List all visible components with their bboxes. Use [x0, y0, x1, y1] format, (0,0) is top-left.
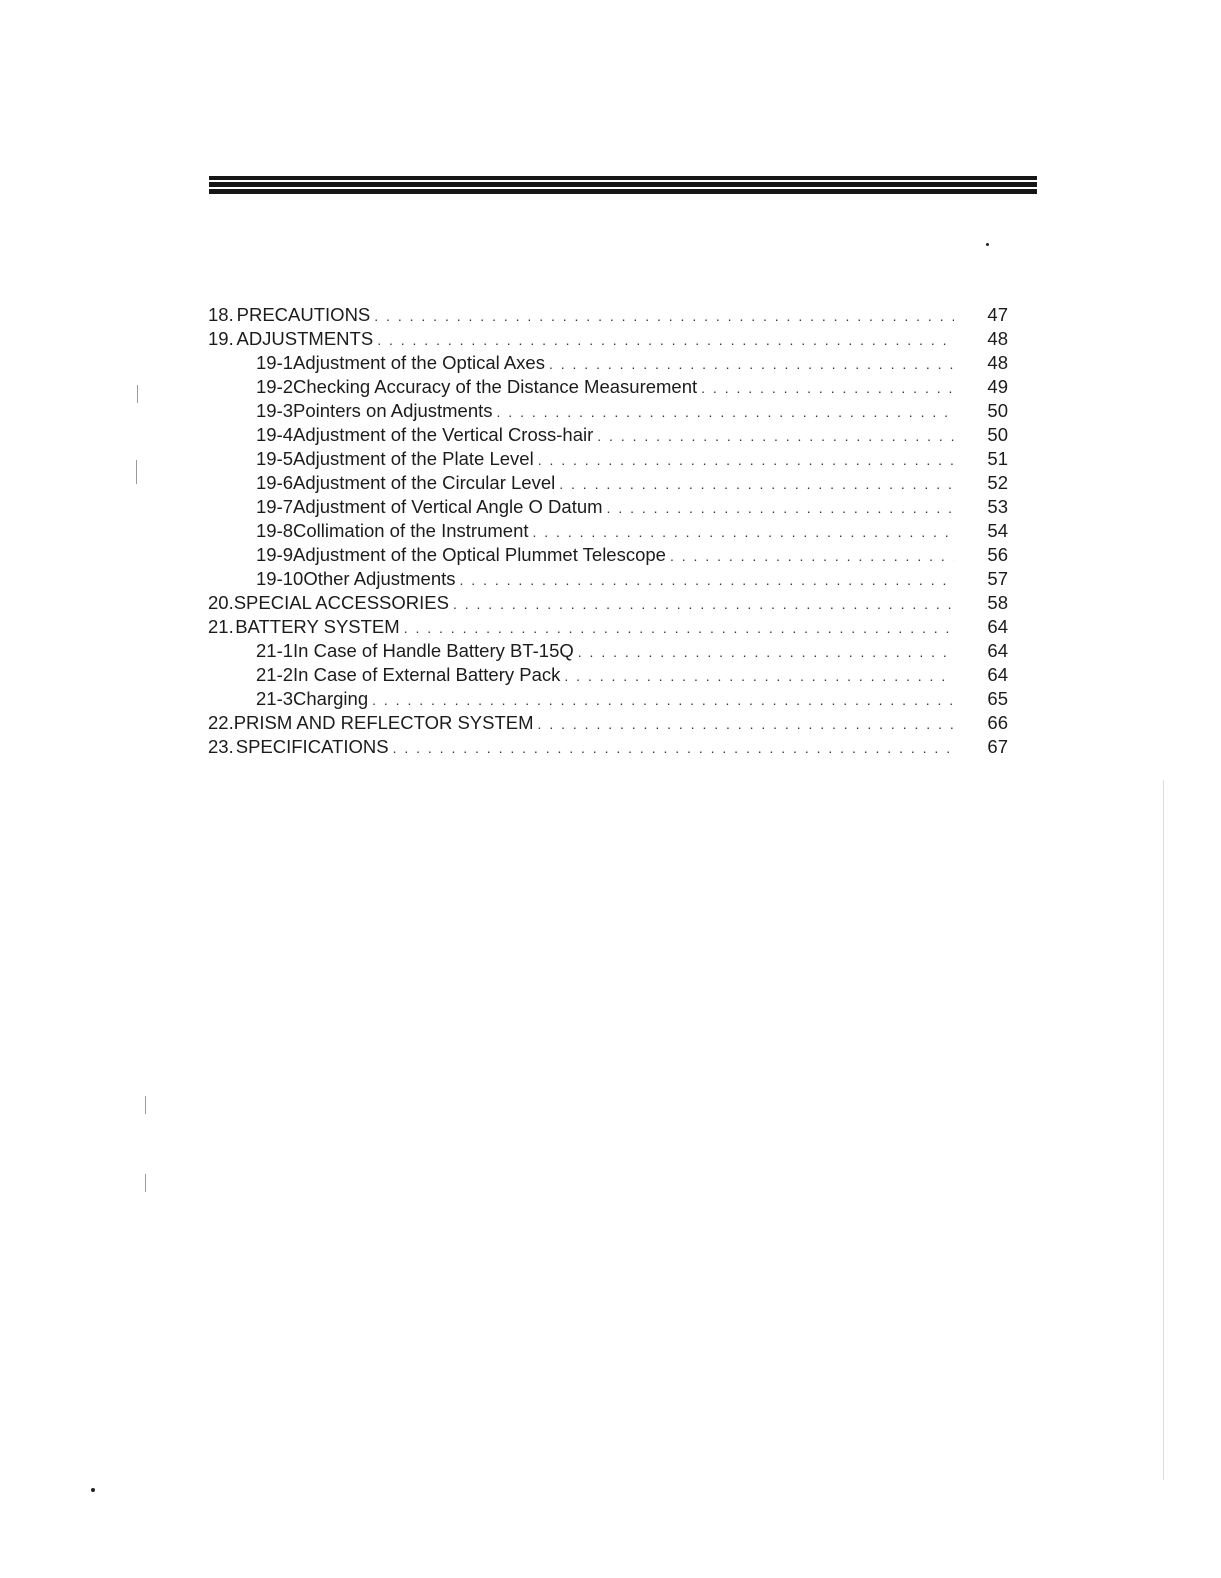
toc-number: 19-2 — [256, 376, 294, 397]
dot-leader — [377, 328, 954, 352]
dot-leader — [538, 448, 954, 472]
dot-leader — [372, 688, 954, 712]
toc-section — [208, 591, 1008, 615]
dot-leader — [564, 664, 954, 688]
rule-line — [209, 182, 1037, 187]
toc-title: Pointers on Adjustments — [293, 400, 493, 421]
toc-title: SPECIAL ACCESSORIES — [233, 592, 449, 613]
toc-title: ADJUSTMENTS — [236, 328, 374, 349]
toc-number: 19-6 — [256, 472, 294, 493]
toc-number: 21-1 — [256, 640, 294, 661]
toc-title: In Case of External Battery Pack — [293, 664, 561, 685]
dot-leader — [533, 520, 955, 544]
toc-page-number: 54 — [987, 520, 1008, 541]
toc-number: 21. — [208, 616, 234, 637]
toc-page-number: 48 — [987, 352, 1008, 373]
toc-subsection — [208, 351, 1008, 375]
toc-title: PRECAUTIONS — [236, 304, 371, 325]
toc-subsection — [208, 687, 1008, 711]
toc-title: Charging — [293, 688, 369, 709]
toc-title: PRISM AND REFLECTOR SYSTEM — [233, 712, 534, 733]
toc-page-number: 50 — [987, 424, 1008, 445]
toc-page-number: 64 — [987, 616, 1008, 637]
toc-page-number: 66 — [987, 712, 1008, 733]
toc-title: Collimation of the Instrument — [293, 520, 529, 541]
toc-title: BATTERY SYSTEM — [235, 616, 400, 637]
toc-title: SPECIFICATIONS — [235, 736, 389, 757]
toc-section — [208, 615, 1008, 639]
toc-title: Adjustment of the Optical Plummet Telescope — [293, 544, 666, 565]
toc-title: Adjustment of the Vertical Cross-hair — [293, 424, 594, 445]
toc-subsection — [208, 471, 1008, 495]
toc-page-number: 53 — [987, 496, 1008, 517]
toc-subsection — [208, 639, 1008, 663]
dot-leader — [597, 424, 954, 448]
toc-title: Adjustment of the Optical Axes — [293, 352, 545, 373]
toc-number: 19-4 — [256, 424, 294, 445]
toc-number: 18. — [208, 304, 234, 325]
toc-subsection — [208, 447, 1008, 471]
rule-line — [209, 176, 1037, 180]
toc-subsection — [208, 543, 1008, 567]
scan-mark — [145, 1096, 146, 1114]
toc-subsection — [208, 423, 1008, 447]
toc-title: Adjustment of the Plate Level — [293, 448, 534, 469]
toc-subsection — [208, 519, 1008, 543]
toc-page-number: 64 — [987, 640, 1008, 661]
dot-leader — [549, 352, 954, 376]
toc-section — [208, 303, 1008, 327]
toc-number: 19-3 — [256, 400, 294, 421]
rule-line — [209, 189, 1037, 194]
dot-leader — [393, 736, 954, 760]
toc-subsection — [208, 375, 1008, 399]
toc-title: Adjustment of the Circular Level — [293, 472, 556, 493]
toc-number: 21-2 — [256, 664, 294, 685]
toc-number: 19-10 — [256, 568, 304, 589]
toc-subsection — [208, 567, 1008, 591]
scan-mark — [136, 460, 137, 484]
dot-leader — [538, 712, 954, 736]
toc-subsection — [208, 399, 1008, 423]
toc-number: 19-9 — [256, 544, 294, 565]
toc-page-number: 47 — [987, 304, 1008, 325]
dot-leader — [374, 304, 954, 328]
dot-leader — [453, 592, 954, 616]
dot-leader — [578, 640, 954, 664]
toc-section — [208, 735, 1008, 759]
toc-page-number: 52 — [987, 472, 1008, 493]
toc-page-number: 48 — [987, 328, 1008, 349]
toc-title: Other Adjustments — [303, 568, 456, 589]
toc-page-number: 51 — [987, 448, 1008, 469]
toc-number: 23. — [208, 736, 234, 757]
toc-page-number: 50 — [987, 400, 1008, 421]
toc-subsection — [208, 495, 1008, 519]
dot-leader — [404, 616, 954, 640]
scan-mark — [145, 1174, 146, 1192]
toc-title: Checking Accuracy of the Distance Measurement — [293, 376, 698, 397]
toc-subsection — [208, 663, 1008, 687]
scan-speck — [91, 1488, 95, 1492]
dot-leader — [460, 568, 954, 592]
scan-mark — [137, 385, 138, 403]
scan-speck — [986, 243, 989, 246]
toc-page-number: 49 — [987, 376, 1008, 397]
header-rule — [209, 176, 1037, 196]
toc-title: Adjustment of Vertical Angle O Datum — [293, 496, 603, 517]
toc-number: 19. — [208, 328, 234, 349]
dot-leader — [559, 472, 954, 496]
toc-number: 20. — [208, 592, 234, 613]
toc-number: 21-3 — [256, 688, 294, 709]
toc-page-number: 67 — [987, 736, 1008, 757]
toc-number: 19-8 — [256, 520, 294, 541]
toc-page-number: 64 — [987, 664, 1008, 685]
toc-page-number: 57 — [987, 568, 1008, 589]
scan-mark — [1163, 780, 1164, 1480]
table-of-contents — [208, 303, 1008, 759]
dot-leader — [701, 376, 954, 400]
toc-section — [208, 711, 1008, 735]
toc-page-number: 56 — [987, 544, 1008, 565]
toc-number: 19-1 — [256, 352, 294, 373]
toc-number: 22. — [208, 712, 234, 733]
toc-page-number: 58 — [987, 592, 1008, 613]
toc-page-number: 65 — [987, 688, 1008, 709]
toc-number: 19-5 — [256, 448, 294, 469]
toc-section — [208, 327, 1008, 351]
toc-number: 19-7 — [256, 496, 294, 517]
dot-leader — [497, 400, 954, 424]
toc-title: In Case of Handle Battery BT-15Q — [293, 640, 574, 661]
dot-leader — [670, 544, 954, 568]
dot-leader — [607, 496, 954, 520]
